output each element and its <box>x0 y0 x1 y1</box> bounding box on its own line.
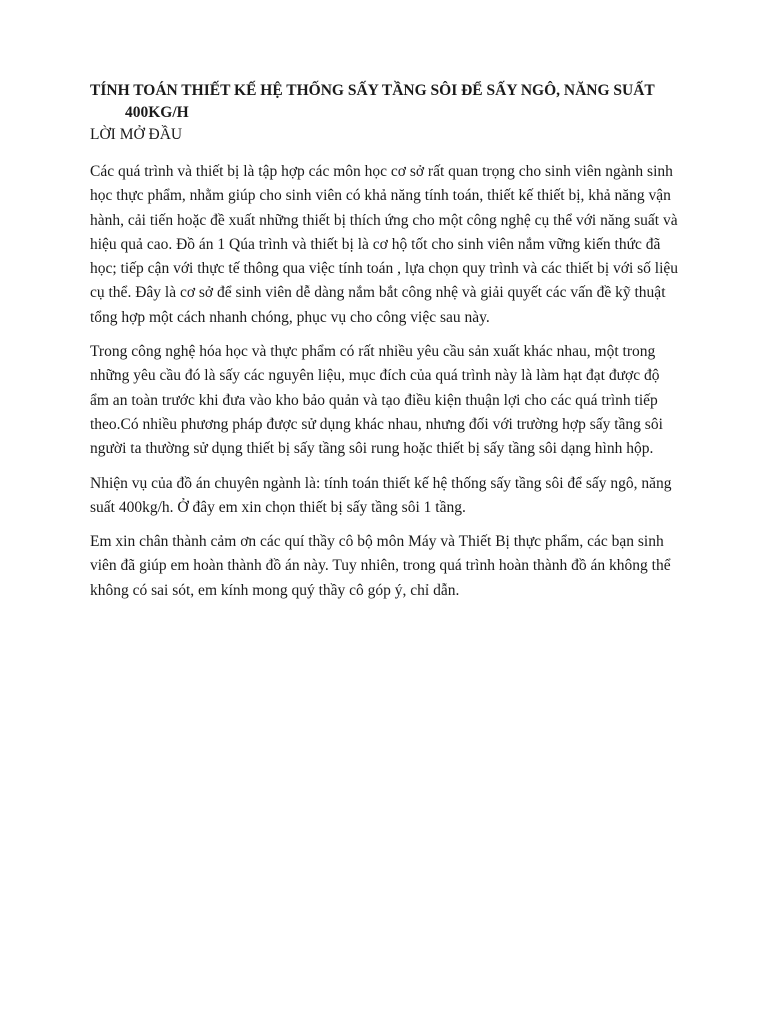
paragraph-4: Em xin chân thành cảm ơn các quí thầy cô bộ môn Máy và Thiết Bị thực phẩm, các bạn sinh viên đã giúp em hoàn thành đồ án này. Tuy nhiên, trong quá trình hoàn thành đồ án không thể không có sai sót, em kính mong quý thầy cô góp ý, chỉ dẫn. <box>90 533 671 599</box>
section-heading: LỜI MỞ ĐẦU <box>90 126 183 143</box>
document-title: TÍNH TOÁN THIẾT KẾ HỆ THỐNG SẤY TẦNG SÔI ĐỂ SẤY NGÔ, NĂNG SUẤT 400KG/H <box>90 82 655 121</box>
document-page <box>90 80 682 613</box>
paragraph-3: Nhiện vụ của đồ án chuyên ngành là: tính toán thiết kế hệ thống sấy tầng sôi để sấy ngô, năng suất 400kg/h. Ở đây em xin chọn thiết bị sấy tầng sôi 1 tầng. <box>90 474 672 516</box>
paragraph-2: Trong công nghệ hóa học và thực phẩm có rất nhiều yêu cầu sản xuất khác nhau, một trong những yêu cầu đó là sấy các nguyên liệu, mục đích của quá trình này là làm hạt đạt được độ ẩm an toàn trước khi đưa vào kho bảo quản và tạo điều kiện thuận lợi cho các quá trình tiếp theo.Có nhiều phương pháp được sử dụng khác nhau, nhưng đối với trường hợp sấy tầng sôi người ta thường sử dụng thiết bị sấy tầng sôi rung hoặc thiết bị sấy tầng sôi dạng hình hộp. <box>90 343 663 458</box>
paragraph-1: Các quá trình và thiết bị là tập hợp các môn học cơ sở rất quan trọng cho sinh viên ngành sinh học thực phẩm, nhằm giúp cho sinh viên có khả năng tính toán, thiết kế thiết bị, khả năng vận hành, cải tiến hoặc đề xuất những thiết bị thích ứng cho một công nghệ cụ thể với năng suất và hiệu quả cao. Đồ án 1 Qúa trình và thiết bị là cơ hộ tốt cho sinh viên nắm vững kiến thức đã học; tiếp cận với thực tế thông qua việc tính toán , lựa chọn quy trình và các thiết bị với số liệu cụ thể. Đây là cơ sở để sinh viên dễ dàng nắm bắt công nhệ và giải quyết các vấn đề kỹ thuật tổng hợp một cách nhanh chóng, phục vụ cho công việc sau này. <box>90 163 679 326</box>
